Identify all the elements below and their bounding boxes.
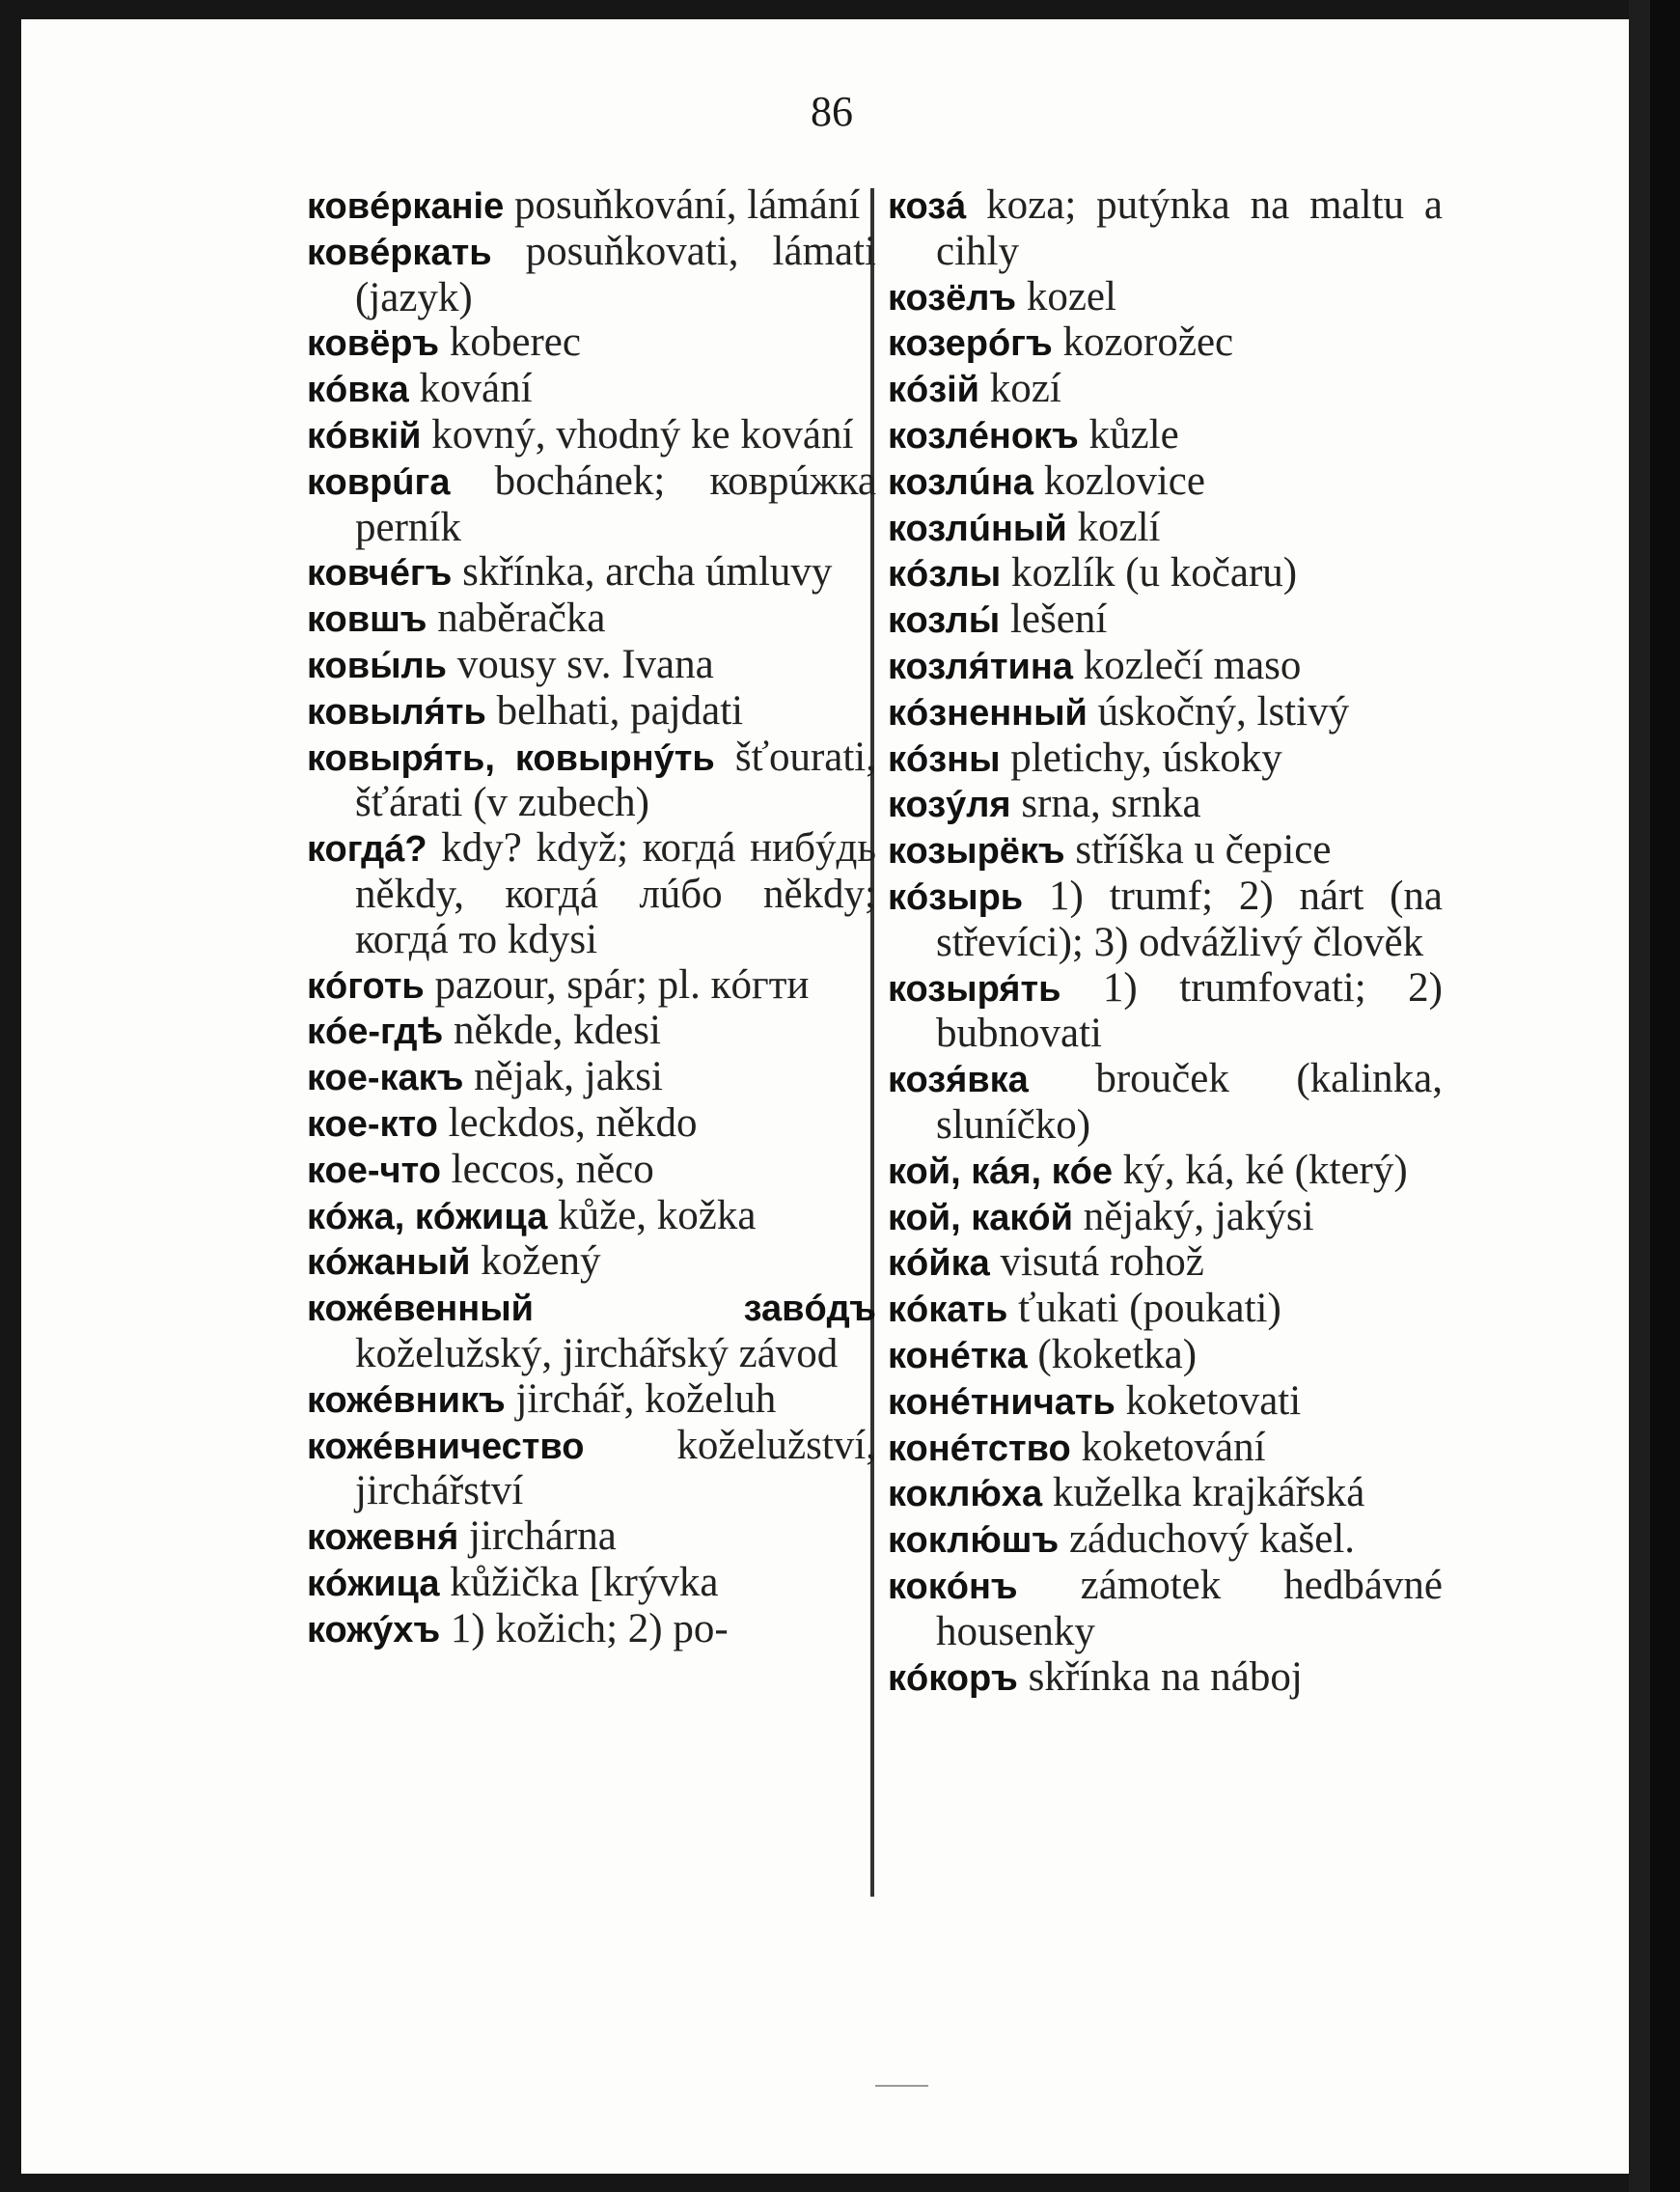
entry-definition: koželužský, jirchářský závod (355, 1330, 839, 1376)
dictionary-entry (888, 320, 1443, 367)
entry-headword: козýля (888, 785, 1011, 826)
entry-headword: кожéвникъ (307, 1379, 506, 1421)
entry-definition: kozorožec (1052, 319, 1234, 366)
entry-definition: naběračka (427, 596, 606, 642)
dictionary-entry (888, 1057, 1443, 1149)
entry-definition: záduchový kašel. (1059, 1516, 1356, 1563)
entry-definition: bochánek; коврúжка perník (355, 458, 876, 550)
entry-headword: козлы́ (888, 600, 1001, 642)
dictionary-entry (888, 1564, 1443, 1655)
entry-definition: belhati, pajdati (485, 687, 744, 734)
dictionary-entry (307, 963, 876, 1010)
left-column (307, 183, 876, 1653)
dictionary-entry (888, 1195, 1443, 1241)
dictionary-entry (307, 826, 876, 962)
dictionary-entry (307, 1009, 876, 1055)
entry-definition: kovný, vhodný ke kování (421, 411, 854, 458)
entry-headword: кóзны (888, 738, 1001, 780)
dictionary-entry (307, 230, 876, 321)
entry-headword: ковёръ (307, 323, 440, 365)
scan-border (1650, 0, 1680, 2192)
dictionary-entry (888, 782, 1443, 828)
entry-headword: козя́вка (888, 1060, 1029, 1101)
dictionary-entry (888, 1426, 1443, 1472)
dictionary-entry (307, 367, 876, 413)
entry-definition: 1) trumf; 2) nárt (na střevíci); 3) odvážlivý člověk (936, 873, 1443, 965)
dictionary-entry (888, 367, 1443, 413)
entry-headword: козля́тина (888, 646, 1073, 687)
entry-headword: козлúный (888, 508, 1067, 549)
entry-headword: козлúна (888, 461, 1034, 503)
entry-headword: ковшъ (307, 599, 427, 641)
entry-definition: posuňkovati, lámati (jazyk) (355, 228, 876, 320)
entry-definition: ťukati (poukati) (1007, 1286, 1281, 1332)
entry-definition: kozel (1016, 273, 1116, 319)
entry-headword: кожевня́ (307, 1517, 459, 1559)
entry-headword: кóвкій (307, 415, 422, 457)
entry-headword: ковéрканіе (307, 186, 505, 227)
entry-definition: někde, kdesi (443, 1008, 661, 1054)
entry-headword: кожýхъ (307, 1609, 441, 1651)
entry-headword: коклю́шъ (888, 1520, 1060, 1562)
entry-definition: (koketka) (1027, 1331, 1198, 1377)
dictionary-entry (888, 459, 1443, 506)
dictionary-entry (307, 1286, 876, 1377)
dictionary-entry (307, 459, 876, 551)
dictionary-entry (888, 506, 1443, 552)
entry-definition: kůže, kožka (547, 1192, 757, 1238)
dictionary-entry (307, 1607, 876, 1653)
entry-headword: козырёкъ (888, 831, 1065, 873)
entry-definition: ký, ká, ké (který) (1113, 1147, 1408, 1193)
entry-headword: кое-какъ (307, 1058, 464, 1099)
entry-headword: ковéркать (307, 232, 492, 273)
dictionary-entry (888, 736, 1443, 783)
dictionary-entry (307, 1101, 876, 1148)
entry-headword: кóготь (307, 965, 425, 1007)
dictionary-entry (307, 1194, 876, 1240)
dictionary-entry (307, 550, 876, 597)
entry-headword: конéтка (888, 1335, 1028, 1376)
entry-headword: кóе-гдѣ (307, 1012, 444, 1053)
entry-headword: кокóнъ (888, 1566, 1018, 1607)
entry-headword: кóзій (888, 370, 980, 411)
entry-definition: stříška u čepice (1064, 827, 1332, 874)
entry-headword: кое-что (307, 1150, 441, 1191)
dictionary-entry (888, 275, 1443, 321)
dictionary-entry (888, 874, 1443, 966)
dictionary-entry (888, 183, 1443, 275)
dictionary-entry (307, 643, 876, 689)
entry-headword: кóжица (307, 1563, 440, 1604)
dictionary-entry (307, 1514, 876, 1561)
dictionary-entry (307, 183, 876, 230)
entry-headword: кóзлы (888, 554, 1002, 596)
entry-definition: kůžička [krývka (439, 1559, 719, 1605)
dictionary-entry (307, 1424, 876, 1515)
bottom-rule (875, 2085, 928, 2087)
entry-headword: кóйка (888, 1243, 990, 1285)
entry-definition: kozlečí maso (1073, 642, 1302, 688)
entry-definition: brouček (kalinka, sluníčko) (936, 1056, 1443, 1148)
dictionary-entry (888, 966, 1443, 1058)
entry-headword: козёлъ (888, 277, 1017, 319)
dictionary-entry (888, 1287, 1443, 1333)
entry-headword: кóжа, кóжица (307, 1196, 548, 1237)
entry-definition: kdy? když; когдá нибýдь někdy, когдá лúбо někdy; когдá то kdysi (355, 825, 876, 962)
dictionary-entry (888, 413, 1443, 459)
entry-headword: кой, какóй (888, 1197, 1073, 1238)
dictionary-entry (307, 1377, 876, 1424)
entry-headword: козлéнокъ (888, 415, 1079, 457)
entry-headword: ковыря́ть, ковырнýть (307, 737, 715, 779)
entry-headword: конéтство (888, 1428, 1071, 1469)
dictionary-entry (888, 1149, 1443, 1195)
dictionary-entry (307, 1055, 876, 1101)
entry-definition: kozlovice (1033, 458, 1205, 504)
entry-definition: koželužství, jirchářství (355, 1422, 876, 1514)
entry-definition: jirchárna (458, 1513, 617, 1560)
dictionary-entry (307, 689, 876, 735)
entry-headword: ковыля́ть (307, 691, 486, 733)
entry-definition: šťourati, šťárati (v zubech) (355, 734, 877, 826)
entry-definition: 1) kožich; 2) po- (440, 1605, 729, 1651)
dictionary-entry (888, 690, 1443, 736)
dictionary-entry (888, 1471, 1443, 1517)
entry-headword: кожéвничество (307, 1426, 585, 1467)
entry-headword: кóкать (888, 1290, 1008, 1331)
entry-definition: kozlí (1066, 504, 1161, 550)
entry-definition: kozí (979, 366, 1061, 412)
entry-definition: pazour, spár; pl. кóгти (424, 961, 810, 1008)
dictionary-entry (888, 1333, 1443, 1379)
entry-definition: kůzle (1078, 411, 1179, 458)
dictionary-entry (888, 1517, 1443, 1564)
entry-definition: kožený (470, 1238, 601, 1285)
entry-headword: козыря́ть (888, 968, 1061, 1010)
dictionary-entry (888, 828, 1443, 874)
page-number: 86 (811, 88, 853, 135)
entry-headword: кожéвенный завóдъ (307, 1289, 876, 1330)
dictionary-entry (888, 644, 1443, 690)
entry-definition: 1) trumfovati; 2) bubnovati (936, 964, 1443, 1057)
dictionary-entry (888, 1379, 1443, 1426)
entry-definition: kuželka krajkářská (1042, 1470, 1365, 1516)
entry-headword: ковы́ль (307, 645, 448, 686)
dictionary-entry (307, 320, 876, 367)
dictionary-entry (307, 413, 876, 459)
entry-headword: кой, кáя, кóе (888, 1151, 1114, 1192)
entry-headword: кóзненный (888, 692, 1088, 734)
entry-definition: zámotek hedbávné housenky (936, 1562, 1443, 1654)
entry-definition: posuňkování, lámání (504, 182, 861, 228)
entry-definition: koketování (1070, 1424, 1266, 1470)
entry-headword: коврúга (307, 461, 451, 503)
entry-headword: когдá? (307, 829, 427, 871)
entry-definition: lešení (1000, 597, 1108, 643)
dictionary-page (21, 19, 1642, 2174)
entry-headword: козерóгъ (888, 323, 1053, 365)
entry-definition: jirchář, koželuh (505, 1375, 777, 1422)
entry-headword: конéтничать (888, 1381, 1115, 1423)
entry-headword: коклю́ха (888, 1474, 1043, 1515)
entry-definition: leccos, něco (440, 1146, 654, 1192)
entry-definition: koberec (439, 319, 581, 366)
entry-headword: кое-кто (307, 1103, 438, 1145)
entry-definition: vousy sv. Ivana (447, 641, 714, 687)
entry-definition: nějaký, jakýsi (1072, 1193, 1314, 1239)
entry-headword: ковчéгъ (307, 553, 453, 595)
entry-headword: кóзырь (888, 876, 1024, 918)
dictionary-entry (888, 1240, 1443, 1287)
page-edge-shadow (1629, 0, 1650, 2192)
dictionary-entry (888, 597, 1443, 644)
entry-definition: úskočný, lstivý (1087, 688, 1350, 735)
entry-definition: koketovati (1115, 1377, 1302, 1424)
entry-definition: koza; putýnka na maltu a cihly (936, 182, 1443, 274)
dictionary-entry (307, 1561, 876, 1607)
entry-definition: skřínka na náboj (1017, 1653, 1303, 1700)
dictionary-entry (307, 735, 876, 827)
dictionary-entry (307, 1148, 876, 1194)
dictionary-entry (307, 597, 876, 643)
right-column (888, 183, 1443, 1701)
entry-definition: kování (408, 366, 533, 412)
entry-headword: кóкоръ (888, 1657, 1018, 1699)
entry-definition: srna, srnka (1010, 781, 1201, 827)
entry-definition: kozlík (u kočaru) (1001, 550, 1298, 597)
dictionary-entry (888, 1655, 1443, 1702)
entry-definition: nějak, jaksi (463, 1054, 663, 1100)
entry-headword: кóвка (307, 370, 409, 411)
dictionary-entry (888, 551, 1443, 597)
dictionary-entry (307, 1239, 876, 1286)
entry-definition: skřínka, archa úmluvy (452, 549, 833, 596)
entry-headword: козá (888, 186, 967, 227)
entry-headword: кóжаный (307, 1242, 471, 1284)
entry-definition: visutá rohož (989, 1239, 1204, 1286)
entry-definition: pletichy, úskoky (1000, 735, 1282, 781)
entry-definition: leckdos, někdo (437, 1099, 698, 1146)
